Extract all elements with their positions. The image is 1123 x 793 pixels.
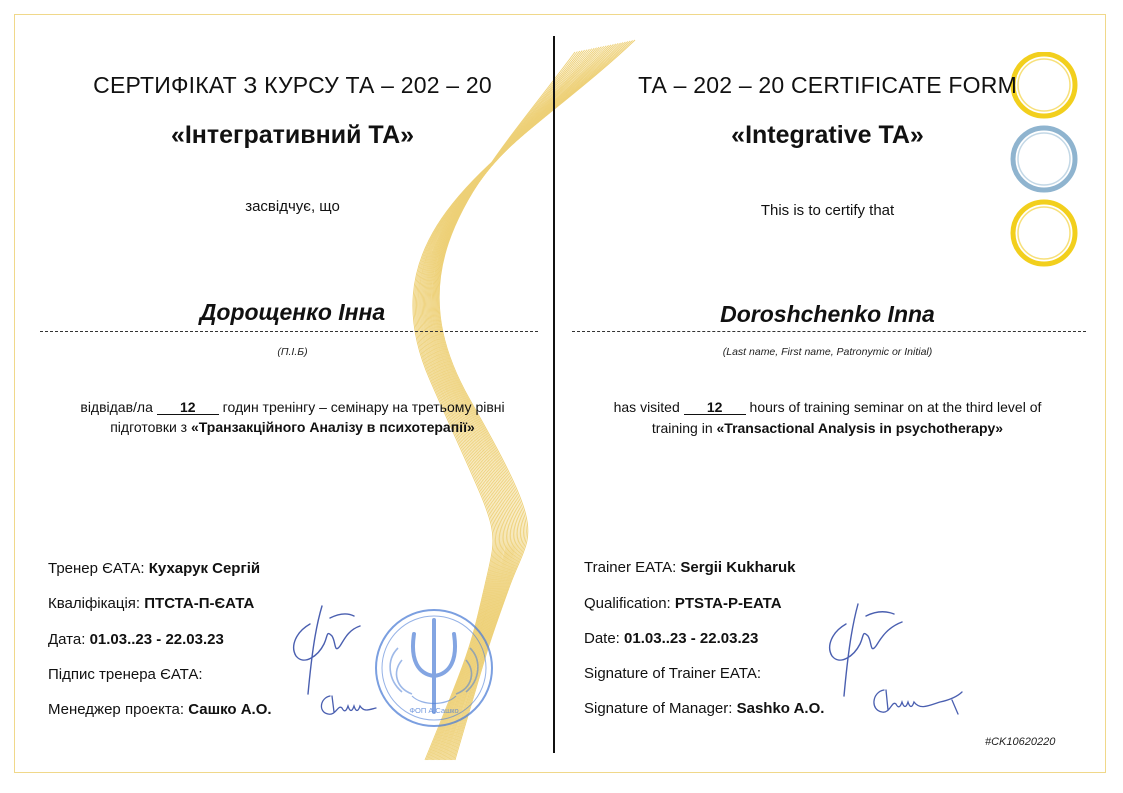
right-name-caption: (Last name, First name, Patronymic or Initial) — [722, 346, 933, 358]
right-date-label: Date: — [584, 630, 620, 647]
center-divider — [553, 36, 555, 753]
right-manager-row — [584, 700, 824, 717]
certificate-serial-number: #CK10620220 — [985, 736, 1056, 748]
left-title: СЕРТИФІКАТ З КУРСУ ТА – 202 – 20 — [93, 72, 492, 98]
right-name-line — [572, 331, 1086, 332]
right-trainer-row — [584, 559, 795, 576]
right-certify-text: This is to certify that — [760, 202, 895, 219]
right-training-prefix: training in — [651, 420, 713, 436]
left-manager-value: Сашко А.О. — [188, 701, 272, 718]
left-trainer-label: Тренер ЄАТА: — [48, 560, 145, 577]
left-name-caption: (П.І.Б) — [277, 346, 308, 358]
left-hours: 12 — [157, 400, 219, 415]
right-manager-signature — [866, 682, 966, 722]
right-trainer-label: Trainer EATA: — [584, 559, 677, 576]
right-hours: 12 — [684, 400, 746, 415]
right-signature-label: Signature of Trainer EATA: — [584, 665, 762, 682]
stamp-text: ФОП А.Сашко — [409, 706, 459, 715]
left-qualification-label: Кваліфікація: — [48, 595, 141, 612]
left-visited-suffix: годин тренінгу – семінару на третьому рівні — [222, 399, 505, 415]
right-qualification-row — [584, 595, 782, 612]
left-trainer-value: Кухарук Сергій — [148, 560, 261, 577]
left-subtitle: «Інтегративний ТА» — [170, 121, 415, 149]
left-course-name: «Транзакційного Аналізу в психотерапії» — [190, 419, 475, 435]
right-title: ТА – 202 – 20 CERTIFICATE FORM — [638, 72, 1017, 98]
left-date-row — [48, 631, 224, 648]
left-date-label: Дата: — [48, 631, 86, 648]
right-subtitle: «Integrative TA» — [731, 121, 924, 149]
right-recipient-name: Doroshchenko Inna — [720, 301, 935, 327]
left-qualification-value: ПТСТА-П-ЄАТА — [144, 595, 255, 612]
left-qualification-row — [48, 595, 254, 612]
right-visited-suffix: hours of training seminar on at the third level of — [749, 399, 1042, 415]
left-visited-prefix: відвідав/ла — [80, 399, 153, 415]
right-course-name: «Transactional Analysis in psychotherapy» — [716, 420, 1004, 436]
left-trainer-signature — [282, 596, 368, 700]
left-training-prefix: підготовки з — [110, 419, 188, 435]
left-name-line — [40, 331, 538, 332]
left-manager-row — [48, 701, 272, 718]
right-visited-line — [570, 399, 1085, 415]
left-manager-label: Менеджер проекта: — [48, 701, 185, 718]
right-manager-label: Signature of Manager: — [584, 700, 733, 717]
right-qualification-value: PTSTA-P-EATA — [674, 595, 782, 612]
right-visited-prefix: has visited — [613, 399, 680, 415]
left-signature-label: Підпис тренера ЄАТА: — [48, 666, 203, 683]
left-trainer-row — [48, 560, 260, 577]
right-date-value: 01.03..23 - 22.03.23 — [624, 630, 759, 647]
left-visited-line — [40, 399, 545, 415]
left-date-value: 01.03..23 - 22.03.23 — [89, 631, 224, 648]
left-recipient-name: Дорощенко Інна — [199, 299, 386, 325]
right-manager-value: Sashko A.O. — [736, 700, 825, 717]
left-certify-text: засвідчує, що — [245, 198, 340, 215]
right-trainer-value: Sergii Kukharuk — [680, 559, 796, 576]
company-stamp — [372, 600, 496, 736]
left-training-line — [40, 419, 545, 435]
right-training-line — [570, 420, 1085, 436]
right-date-row — [584, 630, 758, 647]
right-qualification-label: Qualification: — [584, 595, 671, 612]
